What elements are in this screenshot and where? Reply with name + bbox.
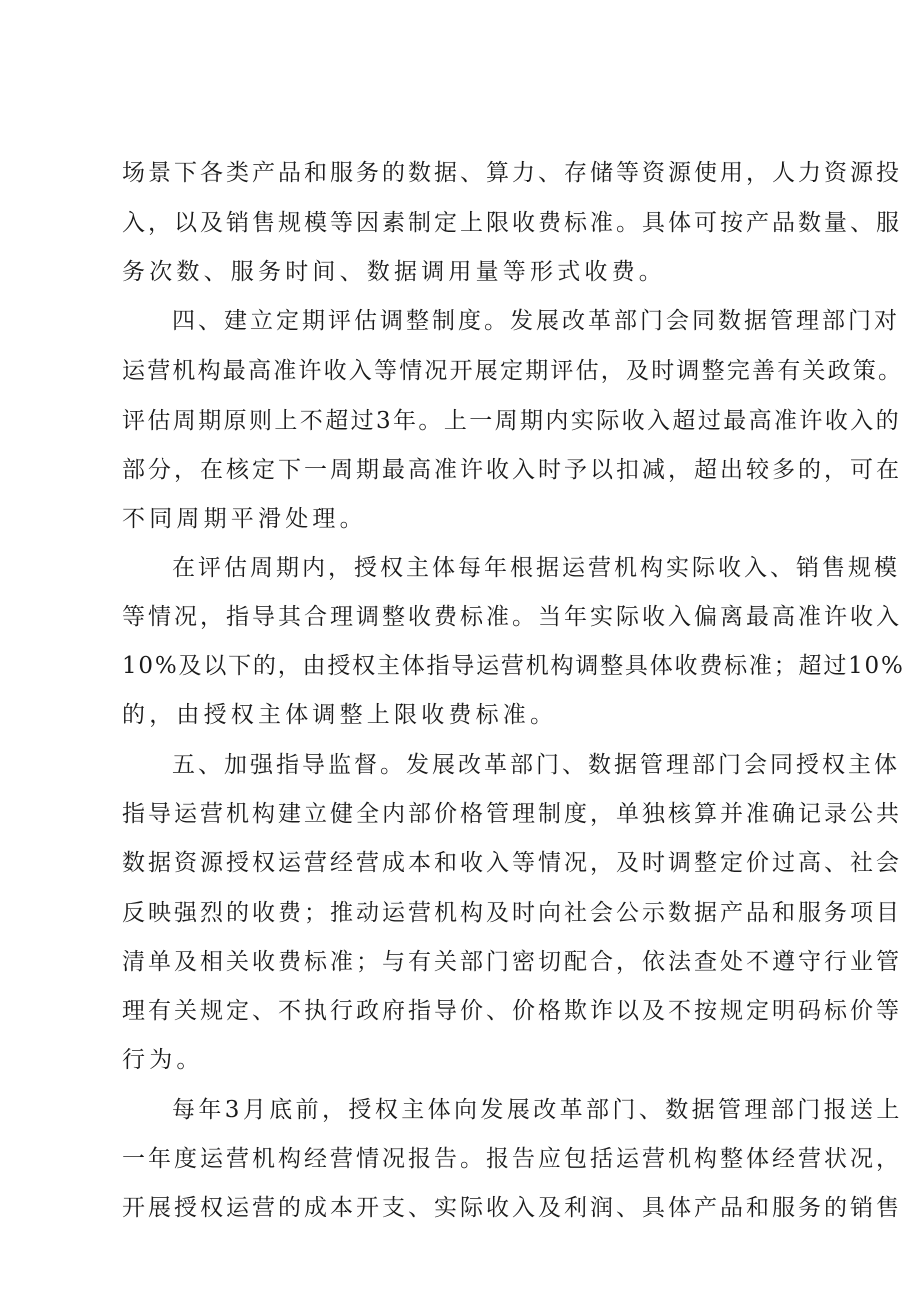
- paragraph-2-line-5: 不同周期平滑处理。: [122, 506, 367, 532]
- paragraph-5-line-2: 一年度运营机构经营情况报告。报告应包括运营机构整体经营状况，: [122, 1146, 902, 1172]
- paragraph-3-line-4: 的，由授权主体调整上限收费标准。: [122, 702, 558, 728]
- paragraph-4-line-5: 清单及相关收费标准；与有关部门密切配合，依法查处不遵守行业管: [122, 949, 902, 975]
- paragraph-4-line-7: 行为。: [122, 1047, 204, 1073]
- paragraph-1-line-2: 入，以及销售规模等因素制定上限收费标准。具体可按产品数量、服: [122, 210, 902, 236]
- paragraph-4-line-3: 数据资源授权运营经营成本和收入等情况，及时调整定价过高、社会: [122, 850, 902, 876]
- paragraph-3-line-3: 10%及以下的，由授权主体指导运营机构调整具体收费标准；超过10%: [122, 653, 905, 679]
- paragraph-3-line-2: 等情况，指导其合理调整收费标准。当年实际收入偏离最高准许收入: [122, 604, 902, 630]
- paragraph-5-line-3: 开展授权运营的成本开支、实际收入及利润、具体产品和服务的销售: [122, 1195, 902, 1221]
- paragraph-4-line-1: 五、加强指导监督。发展改革部门、数据管理部门会同授权主体: [172, 752, 900, 778]
- paragraph-1-line-3: 务次数、服务时间、数据调用量等形式收费。: [122, 259, 666, 285]
- paragraph-4-line-4: 反映强烈的收费；推动运营机构及时向社会公示数据产品和服务项目: [122, 900, 902, 926]
- paragraph-2-line-1: 四、建立定期评估调整制度。发展改革部门会同数据管理部门对: [172, 308, 900, 334]
- paragraph-2-line-2: 运营机构最高准许收入等情况开展定期评估，及时调整完善有关政策。: [122, 358, 904, 384]
- paragraph-3-line-1: 在评估周期内，授权主体每年根据运营机构实际收入、销售规模: [172, 555, 900, 581]
- paragraph-1-line-1: 场景下各类产品和服务的数据、算力、存储等资源使用，人力资源投: [122, 160, 902, 186]
- paragraph-5-line-1: 每年3月底前，授权主体向发展改革部门、数据管理部门报送上: [172, 1097, 903, 1123]
- paragraph-2-line-4: 部分，在核定下一周期最高准许收入时予以扣减，超出较多的，可在: [122, 457, 902, 483]
- paragraph-2-line-3: 评估周期原则上不超过3年。上一周期内实际收入超过最高准许收入的: [122, 408, 902, 434]
- paragraph-4-line-6: 理有关规定、不执行政府指导价、价格欺诈以及不按规定明码标价等: [122, 998, 902, 1024]
- paragraph-4-line-2: 指导运营机构建立健全内部价格管理制度，单独核算并准确记录公共: [122, 801, 902, 827]
